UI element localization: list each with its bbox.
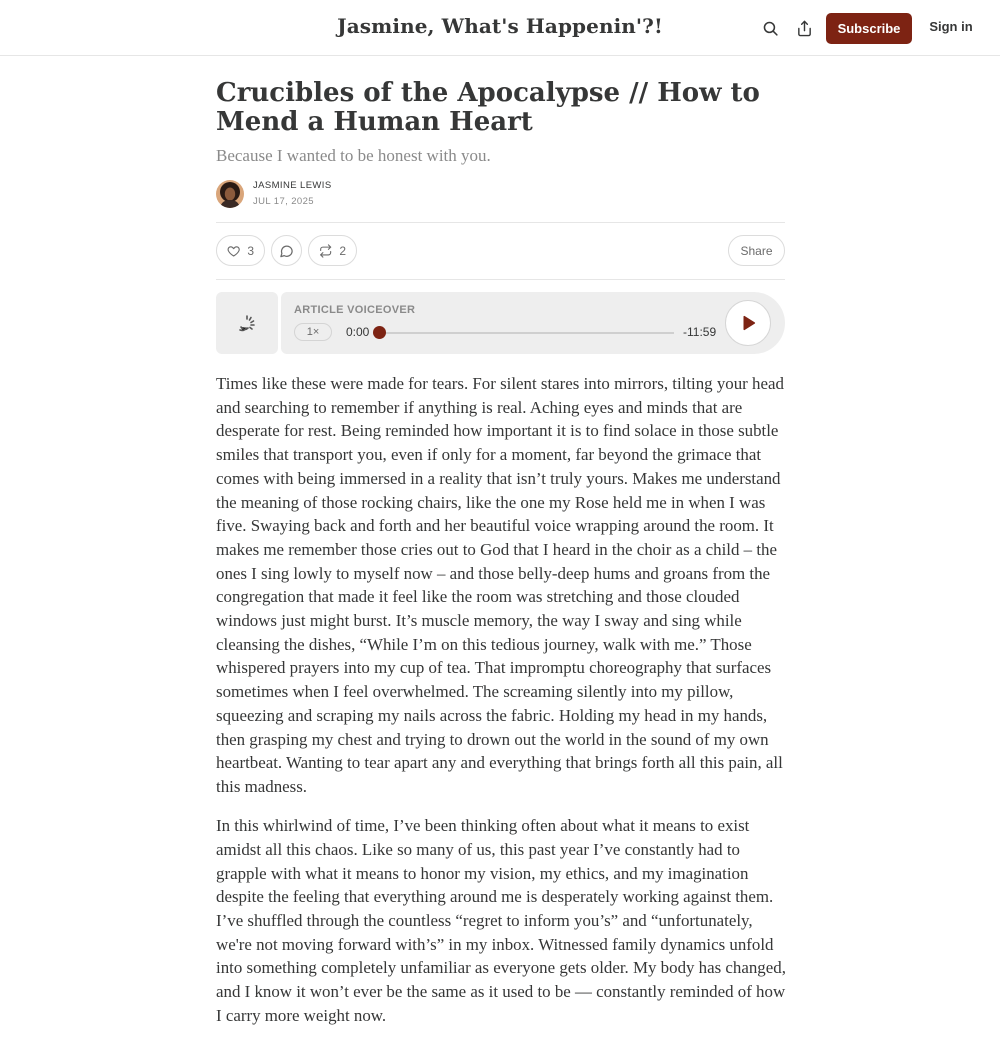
article-title: Crucibles of the Apocalypse // How to Mend a Human Heart — [216, 78, 760, 137]
search-button[interactable] — [758, 16, 782, 40]
remaining-time: -11:59 — [683, 325, 717, 339]
restack-button[interactable] — [308, 235, 357, 266]
play-icon — [739, 314, 757, 332]
like-count: 3 — [247, 243, 254, 258]
progress-handle[interactable] — [373, 326, 386, 339]
voiceover-player — [281, 292, 785, 354]
playback-speed-button[interactable]: 1× — [294, 323, 332, 341]
loading-spinner-icon — [216, 292, 278, 354]
author-avatar[interactable] — [216, 180, 244, 208]
site-title[interactable]: Jasmine, What's Happenin'?! — [337, 14, 663, 38]
progress-track[interactable] — [380, 332, 674, 334]
play-button[interactable] — [725, 300, 771, 346]
body-paragraph: Times like these were made for tears. For silent stares into mirrors, tilting your head and searching to remember if anything is real. Aching eyes and minds that are desperate for rest. Being reminded how important it is to find solace in those subtle smiles that transport you, even if only for a moment, far beyond the grimace that comes with being immersed in a reality that isn’t truly yours. Makes me understand the meaning of those rocking chairs, like the one my Rose held me in when I was five. Swaying back and forth and her beautiful voice wrapping around the room. It makes me remember those cries out to God that I heard in the choir as a child – the ones I sing lowly to myself now – and those belly-deep hums and groans from the congregation that made it feel like the room was stretching and those clouded windows just might burst. It’s muscle memory, the way I sway and sing while cleansing the dishes, “While I’m on this tedious journey, walk with me.” Those whispered prayers into my cup of tea. That impromptu choreography that surfaces sometimes when I feel overwhelmed. The screaming silently into my pillow, squeezing and scraping my nails across the fabric. Holding my head in my hands, then grasping my chest and trying to drown out the world in the sound of my own heartbeat. Wanting to tear apart any and everything that brings forth all this pain, all this madness. — [216, 374, 784, 796]
share-button[interactable]: Share — [728, 235, 785, 266]
share-button-header[interactable] — [792, 16, 816, 40]
body-paragraph: In this whirlwind of time, I’ve been thinking often about what it means to exist amidst all this chaos. Like so many of us, this past year I’ve constantly had to grapple with what it means to honor my vision, my ethics, and my imagination despite the feeling that everything around me is desperately working against them. I’ve shuffled through the countless “regret to inform you’s” and “unfortunately, we're not moving forward with’s” in my inbox. Witnessed family dynamics unfold into something completely unfamiliar as everyone gets older. My body has changed, and I know it won’t ever be the same as it used to be — constantly reminded of how I carry more weight now. — [216, 816, 786, 1025]
publish-date: JUL 17, 2025 — [253, 196, 314, 207]
comment-button[interactable] — [271, 235, 302, 266]
like-button[interactable] — [216, 235, 265, 266]
elapsed-time: 0:00 — [346, 325, 370, 339]
top-bar — [0, 0, 1000, 56]
voiceover-thumbnail — [216, 292, 278, 354]
voiceover-label: ARTICLE VOICEOVER — [294, 304, 416, 316]
divider — [216, 222, 785, 223]
author-name[interactable]: JASMINE LEWIS — [253, 180, 332, 191]
restack-count: 2 — [339, 243, 346, 258]
sign-in-link[interactable]: Sign in — [929, 19, 973, 34]
comment-icon — [279, 243, 294, 259]
subscribe-button[interactable]: Subscribe — [826, 13, 912, 44]
divider — [216, 279, 785, 280]
search-icon — [762, 20, 779, 37]
article-subtitle: Because I wanted to be honest with you. — [216, 146, 491, 165]
share-icon — [796, 20, 813, 37]
restack-icon — [319, 243, 332, 259]
heart-icon — [227, 243, 240, 259]
article-body — [216, 372, 786, 1043]
